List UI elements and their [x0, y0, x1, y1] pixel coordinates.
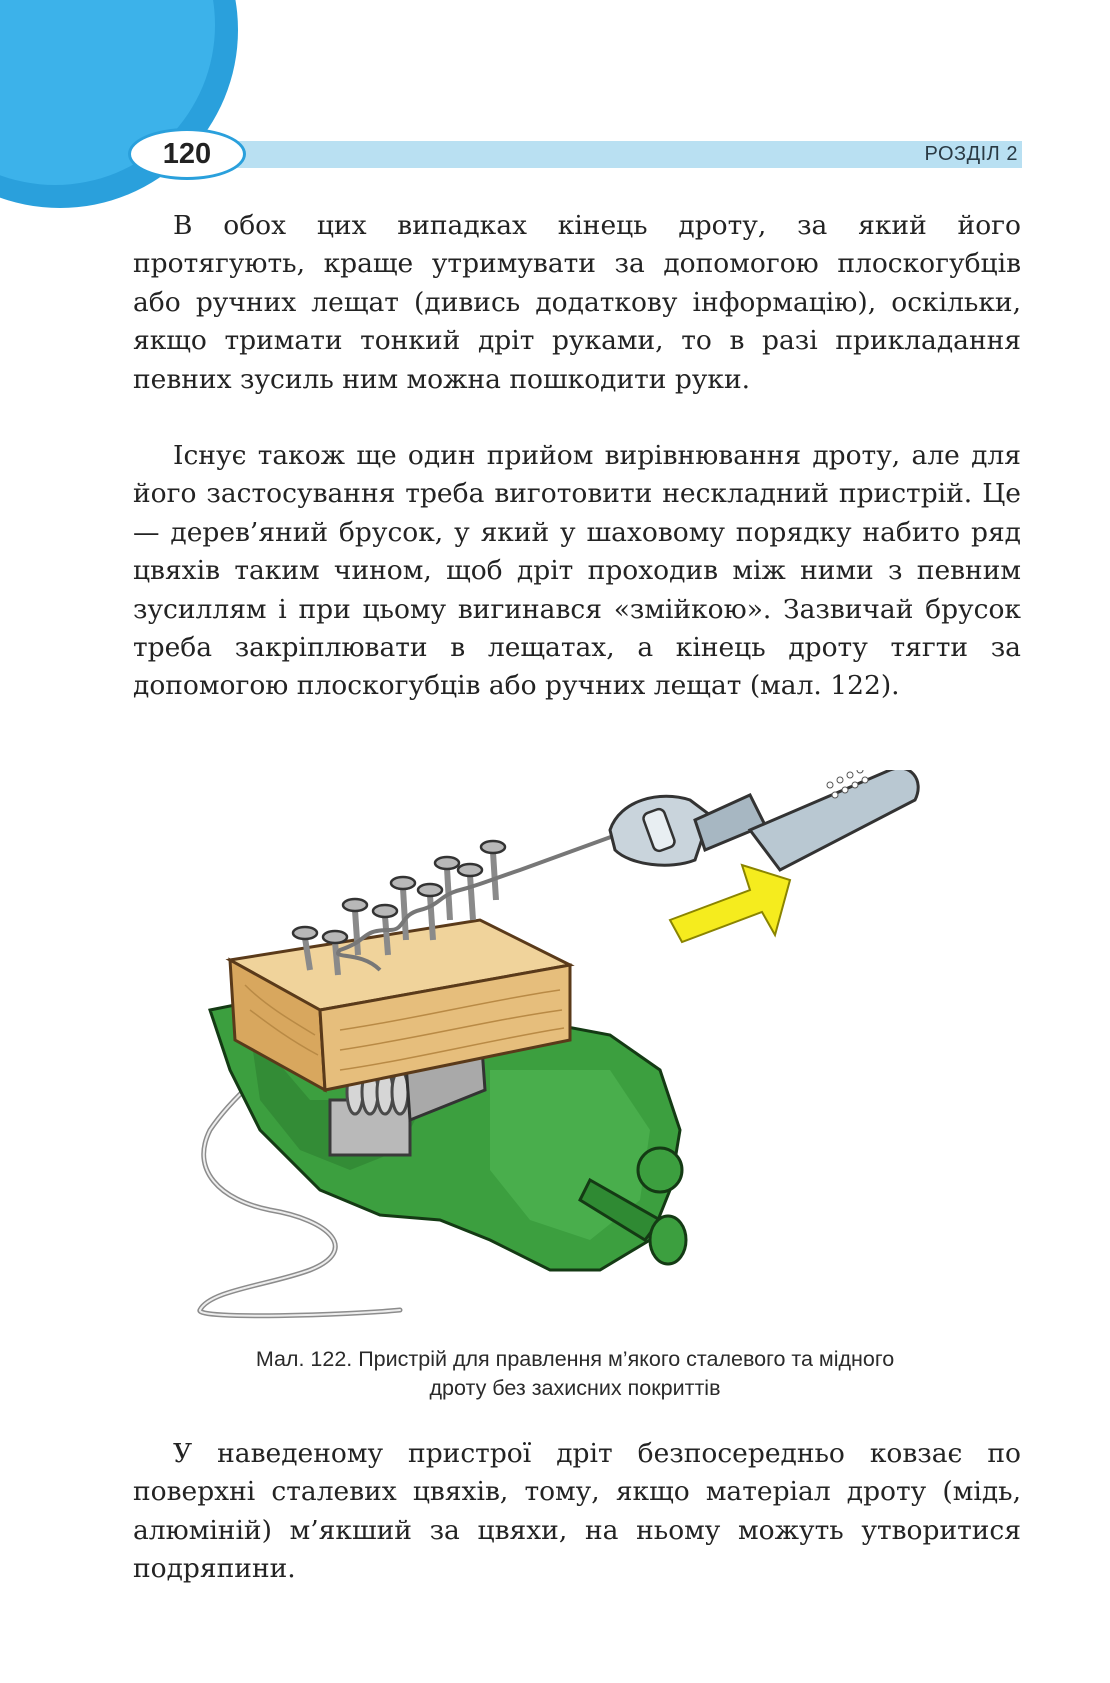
paragraph-3: У наведеному пристрої дріт безпосередньо ковзає по поверхні сталевих цвяхів, тому, якщо матеріал дроту (мідь, алюміній) м’якший за цвяхи, на ньому можуть утворитися подряпини.: [133, 1438, 1021, 1585]
figure-caption: [120, 1345, 1030, 1403]
vise-wire-straightener-illustration: [190, 770, 970, 1330]
pull-direction-arrow: [670, 865, 790, 942]
caption-line-1: Мал. 122. Пристрій для правлення м’якого сталевого та мідного: [255, 1347, 895, 1371]
header-bar: [215, 141, 1022, 168]
corner-decoration: [0, 0, 240, 230]
section-label: РОЗДІЛ 2: [924, 143, 1018, 165]
caption-line-2: дроту без захисних покриттів: [429, 1376, 721, 1400]
hand-vise: [610, 770, 918, 870]
paragraph-1: В обох цих випадках кінець дроту, за який його протягують, краще утримувати за допомогою плоскогубців або ручних лещат (дивись додаткову інформацію), оскільки, якщо тримати тонкий дріт руками, то в разі прикладання певних зусиль ним можна пошкодити руки.: [133, 210, 1021, 395]
page-number: 120: [128, 128, 246, 180]
paragraph-2: Існує також ще один прийом вирівнювання дроту, але для його застосування треба виготовити нескладний пристрій. Це — дерев’яний брусок, у який у шаховому порядку набито ряд цвяхів таким чином, щоб дріт проходив між ними з певним зусиллям і при цьому вигинався «змійкою». Зазвичай брусок треба закріплювати в лещатах, а кінець дроту тягти за допомогою плоскогубців або ручних лещат (мал. 122).: [133, 440, 1021, 702]
